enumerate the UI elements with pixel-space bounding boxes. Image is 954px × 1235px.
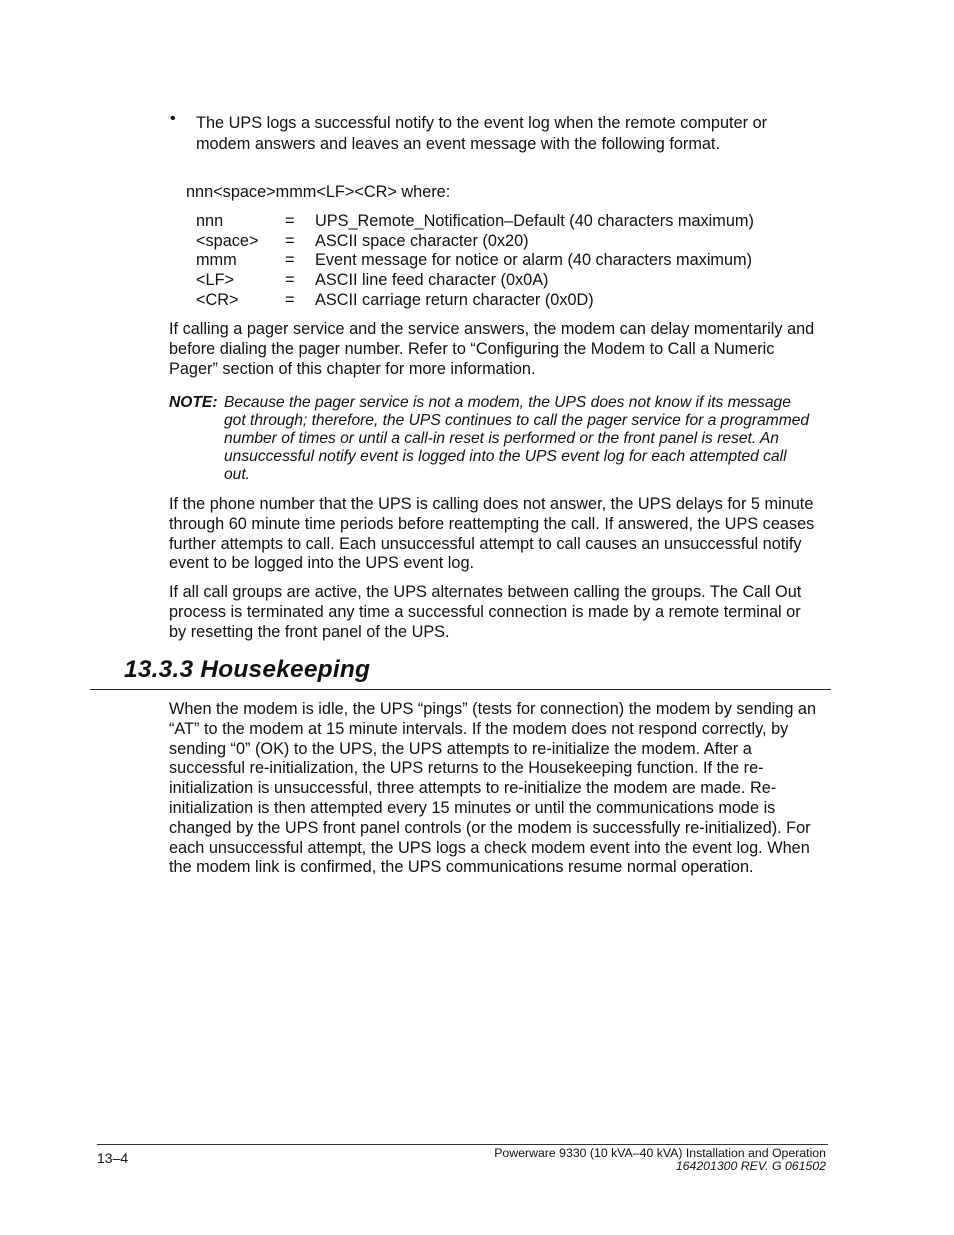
footer-doc-number: 164201300 REV. G 061502 <box>675 1159 826 1173</box>
definition-equals: = <box>285 251 295 269</box>
definition-term: <LF> <box>196 271 235 289</box>
section-heading: 13.3.3 Housekeeping <box>124 656 371 683</box>
definition-term: mmm <box>196 251 237 269</box>
section-divider <box>90 689 831 690</box>
definition-equals: = <box>285 291 295 309</box>
definition-description: Event message for notice or alarm (40 characters maximum) <box>315 251 753 269</box>
bullet-marker: • <box>170 110 176 127</box>
bullet-text: The UPS logs a successful notify to the event log when the remote computer or modem answers and leaves an event message with the following format. <box>196 114 768 153</box>
note-text: Because the pager service is not a modem, the UPS does not know if its message got through; therefore, the UPS continues to call the pager service for a programmed number of times or until a call-in reset is performed or the front panel is reset. An unsuccessful notify event is logged into the UPS event log for each attempted call out. <box>224 394 810 483</box>
definition-equals: = <box>285 271 295 289</box>
definition-term: <space> <box>196 232 259 250</box>
note-label: NOTE: <box>169 394 218 411</box>
footer-title: Powerware 9330 (10 kVA–40 kVA) Installation and Operation <box>494 1146 826 1160</box>
no-answer-paragraph: If the phone number that the UPS is calling does not answer, the UPS delays for 5 minute through 60 minute time periods before reattempting the call. If answered, the UPS ceases further attempts to call. Each unsuccessful attempt to call causes an unsuccessful notify event to be logged into the UPS event log. <box>169 495 815 573</box>
definition-description: ASCII space character (0x20) <box>315 232 529 250</box>
definition-equals: = <box>285 232 295 250</box>
definition-description: UPS_Remote_Notification–Default (40 characters maximum) <box>315 212 754 230</box>
definition-term: nnn <box>196 212 224 230</box>
definition-description: ASCII carriage return character (0x0D) <box>315 291 594 309</box>
definition-description: ASCII line feed character (0x0A) <box>315 271 549 289</box>
format-intro: nnn<space>mmm<LF><CR> where: <box>186 183 451 201</box>
housekeeping-paragraph: When the modem is idle, the UPS “pings” (tests for connection) the modem by sending an “AT” to the modem at 15 minute intervals. If the modem does not respond correctly, by sending “0” (OK) to the UPS, the UPS attempts to re-initialize the modem. After a successful re-initialization, the UPS returns to the Housekeeping function. If the re-initialization is unsuccessful, three attempts to re-initialize the modem are made. Re-initialization is then attempted every 15 minutes or until the communications mode is changed by the UPS front panel controls (or the modem is successfully re-initialized). For each unsuccessful attempt, the UPS logs a check modem event into the event log. When the modem link is confirmed, the UPS communications resume normal operation. <box>169 700 817 877</box>
pager-paragraph: If calling a pager service and the service answers, the modem can delay momentarily and before dialing the pager number. Refer to “Configuring the Modem to Call a Numeric Pager” section of this chapter for more information. <box>169 320 815 378</box>
definition-term: <CR> <box>196 291 239 309</box>
footer-divider <box>97 1144 828 1145</box>
definition-equals: = <box>285 212 295 230</box>
call-groups-paragraph: If all call groups are active, the UPS alternates between calling the groups. The Call Out process is terminated any time a successful connection is made by a remote terminal or by resetting the front panel of the UPS. <box>169 583 802 641</box>
page-number: 13–4 <box>97 1150 129 1166</box>
